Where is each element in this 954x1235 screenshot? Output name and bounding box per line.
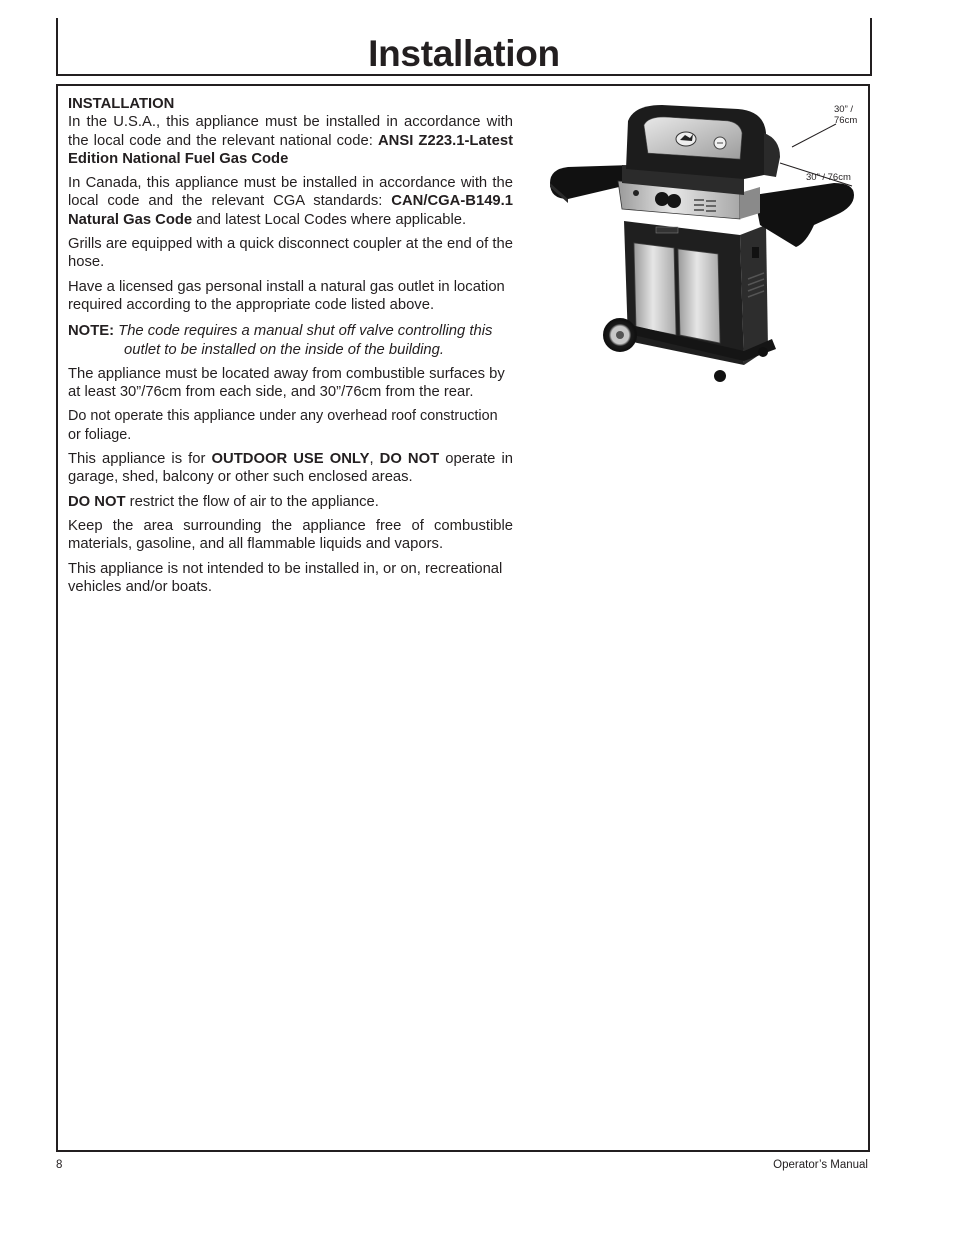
overhead-paragraph: Do not operate this appliance under any overhead roof construction or foliage. <box>68 408 498 443</box>
installation-text <box>68 95 513 602</box>
grill-illustration <box>544 103 864 403</box>
page-title: Installation <box>368 33 560 74</box>
airflow-bold: DO NOT <box>68 493 126 510</box>
usa-code: ANSI Z223.1-Latest Edition National Fuel Gas Code <box>68 132 513 167</box>
page-number: 8 <box>56 1159 63 1171</box>
airflow-text: restrict the flow of air to the appliance. <box>125 493 379 510</box>
rear-clearance-label: 30” / 76cm <box>834 104 858 126</box>
airflow-paragraph <box>68 493 513 511</box>
canada-paragraph <box>68 174 513 229</box>
note-label: NOTE: <box>68 323 115 340</box>
content-frame <box>56 84 870 1152</box>
outdoor-text-after: operate in garage, shed, balcony or other such enclosed areas. <box>68 451 513 486</box>
outdoor-bold-2: DO NOT <box>379 451 440 468</box>
outdoor-bold-1: OUTDOOR USE ONLY <box>211 451 370 468</box>
canada-text-before: In Canada, this appliance must be installed in accordance with the local code and the relevant CGA standards: <box>68 175 513 210</box>
grill-clearance-figure <box>544 103 864 403</box>
licensed-paragraph: Have a licensed gas personal install a natural gas outlet in location required according to the appropriate code listed above. <box>68 278 505 313</box>
canada-text-after: and latest Local Codes where applicable. <box>192 211 467 228</box>
usa-text: In the U.S.A., this appliance must be installed in accordance with the local code and the relevant national code: <box>68 114 513 149</box>
title-frame <box>56 18 872 76</box>
side-clearance-label: 30” / 76cm <box>806 172 851 183</box>
outdoor-sep: , <box>369 451 380 468</box>
outdoor-paragraph <box>68 450 513 487</box>
note-text: The code requires a manual shut off valve controlling this outlet to be installed on the inside of the building. <box>118 323 493 358</box>
usa-paragraph <box>68 113 513 168</box>
combustible-paragraph: Keep the area surrounding the appliance free of combustible materials, gasoline, and all flammable liquids and vapors. <box>68 517 513 553</box>
note-paragraph <box>68 322 513 359</box>
section-heading: INSTALLATION <box>68 96 175 112</box>
coupler-paragraph: Grills are equipped with a quick disconnect coupler at the end of the hose. <box>68 236 513 271</box>
recreational-paragraph: This appliance is not intended to be installed in, or on, recreational vehicles and/or boats. <box>68 560 503 595</box>
clearance-paragraph: The appliance must be located away from combustible surfaces by at least 30”/76cm from each side, and 30”/76cm from the rear. <box>68 365 505 401</box>
canada-code: CAN/CGA-B149.1 Natural Gas Code <box>68 193 513 228</box>
outdoor-text-before: This appliance is for <box>68 451 212 468</box>
manual-name: Operator’s Manual <box>773 1159 868 1171</box>
